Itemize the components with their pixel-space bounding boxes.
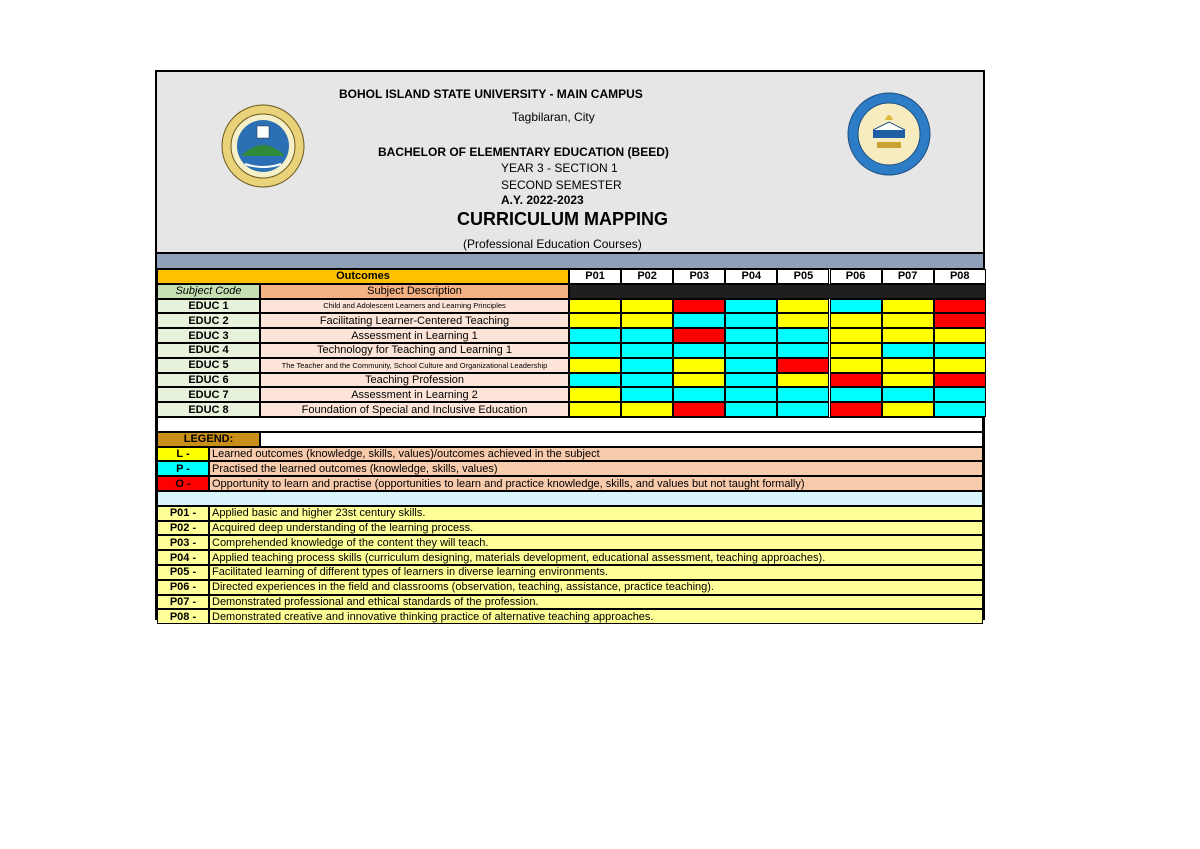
subject-code-cell: EDUC 1 — [157, 299, 260, 314]
legend-title: LEGEND: — [157, 432, 260, 447]
mapping-cell-p — [725, 343, 777, 358]
mapping-cell-l — [882, 358, 934, 373]
mapping-cell-p — [830, 387, 882, 402]
mapping-cell-o — [673, 299, 725, 314]
mapping-cell-l — [934, 358, 986, 373]
outcomes-header: Outcomes — [157, 269, 569, 284]
outcome-col-header: P03 — [673, 269, 725, 284]
subject-code-cell: EDUC 6 — [157, 373, 260, 388]
blank-row — [157, 417, 983, 432]
mapping-cell-p — [673, 313, 725, 328]
subject-desc-cell: Assessment in Learning 1 — [260, 328, 569, 343]
legend-text: Opportunity to learn and practise (opportunities to learn and practice knowledge, skills, and values but not taught formally) — [209, 476, 983, 491]
legend-text: Practised the learned outcomes (knowledge, skills, values) — [209, 461, 983, 476]
curriculum-sheet — [155, 70, 985, 623]
outcome-description: Applied basic and higher 23st century skills. — [209, 506, 983, 521]
mapping-cell-p — [725, 313, 777, 328]
legend-key: P - — [157, 461, 209, 476]
subject-desc-cell: Assessment in Learning 2 — [260, 387, 569, 402]
mapping-cell-l — [830, 358, 882, 373]
outcome-col-header: P04 — [725, 269, 777, 284]
mapping-cell-o — [777, 358, 829, 373]
mapping-cell-l — [777, 299, 829, 314]
mapping-cell-l — [621, 299, 673, 314]
mapping-cell-p — [621, 387, 673, 402]
mapping-cell-l — [569, 299, 621, 314]
subject-desc-cell: Facilitating Learner-Centered Teaching — [260, 313, 569, 328]
sheet-header — [157, 72, 983, 254]
program-name: BACHELOR OF ELEMENTARY EDUCATION (BEED) — [378, 145, 669, 159]
subject-code-cell: EDUC 7 — [157, 387, 260, 402]
mapping-cell-l — [569, 313, 621, 328]
mapping-cell-l — [830, 343, 882, 358]
mapping-cell-p — [569, 343, 621, 358]
subject-code-cell: EDUC 8 — [157, 402, 260, 417]
cte-seal-logo — [847, 92, 931, 176]
mapping-cell-p — [725, 299, 777, 314]
mapping-cell-l — [882, 402, 934, 417]
legend-spacer — [157, 491, 983, 506]
year-section: YEAR 3 - SECTION 1 — [501, 161, 618, 175]
outcome-code: P07 - — [157, 595, 209, 610]
outcome-code: P06 - — [157, 580, 209, 595]
mapping-cell-p — [621, 373, 673, 388]
academic-year: A.Y. 2022-2023 — [501, 193, 584, 207]
subject-desc-cell: Teaching Profession — [260, 373, 569, 388]
mapping-cell-p — [673, 387, 725, 402]
university-name: BOHOL ISLAND STATE UNIVERSITY - MAIN CAMPUS — [339, 87, 643, 101]
mapping-cell-o — [673, 402, 725, 417]
outcome-description: Acquired deep understanding of the learning process. — [209, 521, 983, 536]
outcome-description: Facilitated learning of different types of learners in diverse learning environments. — [209, 565, 983, 580]
outcome-col-header: P01 — [569, 269, 621, 284]
mapping-cell-p — [725, 373, 777, 388]
legend-key: O - — [157, 476, 209, 491]
outcome-description: Demonstrated creative and innovative thinking practice of alternative teaching approaches. — [209, 609, 983, 624]
outcome-code: P03 - — [157, 535, 209, 550]
mapping-cell-o — [830, 373, 882, 388]
mapping-cell-p — [882, 387, 934, 402]
mapping-cell-l — [621, 402, 673, 417]
mapping-cell-l — [569, 402, 621, 417]
mapping-cell-l — [777, 313, 829, 328]
mapping-cell-p — [569, 373, 621, 388]
city-name: Tagbilaran, City — [512, 110, 595, 124]
semester: SECOND SEMESTER — [501, 178, 622, 192]
subject-code-cell: EDUC 5 — [157, 358, 260, 373]
legend-text: Learned outcomes (knowledge, skills, values)/outcomes achieved in the subject — [209, 447, 983, 462]
mapping-cell-l — [830, 313, 882, 328]
mapping-cell-p — [725, 358, 777, 373]
outcome-description: Comprehended knowledge of the content they will teach. — [209, 535, 983, 550]
mapping-cell-p — [673, 343, 725, 358]
mapping-cell-l — [621, 313, 673, 328]
outcome-col-header: P08 — [934, 269, 986, 284]
mapping-cell-p — [621, 343, 673, 358]
mapping-cell-l — [882, 373, 934, 388]
outcome-col-header: P07 — [882, 269, 934, 284]
mapping-cell-p — [725, 387, 777, 402]
mapping-cell-p — [725, 328, 777, 343]
subject-desc-cell: Foundation of Special and Inclusive Education — [260, 402, 569, 417]
mapping-cell-l — [673, 373, 725, 388]
subject-code-header: Subject Code — [157, 284, 260, 299]
mapping-cell-p — [569, 328, 621, 343]
mapping-cell-p — [777, 402, 829, 417]
mapping-cell-o — [673, 328, 725, 343]
mapping-cell-p — [621, 328, 673, 343]
outcome-header-dark-band — [569, 284, 986, 299]
mapping-cell-p — [934, 343, 986, 358]
mapping-cell-l — [673, 358, 725, 373]
outcome-description: Directed experiences in the field and classrooms (observation, teaching, assistance, practice teaching). — [209, 580, 983, 595]
mapping-cell-l — [882, 299, 934, 314]
outcome-col-header: P05 — [777, 269, 829, 284]
subject-code-cell: EDUC 3 — [157, 328, 260, 343]
bisu-seal-logo — [221, 104, 305, 188]
subject-code-cell: EDUC 2 — [157, 313, 260, 328]
mapping-cell-o — [934, 373, 986, 388]
mapping-cell-l — [569, 387, 621, 402]
mapping-cell-o — [830, 402, 882, 417]
legend-title-spacer — [260, 432, 983, 447]
subject-desc-cell: Technology for Teaching and Learning 1 — [260, 343, 569, 358]
outcome-description: Demonstrated professional and ethical standards of the profession. — [209, 595, 983, 610]
subject-desc-cell: Child and Adolescent Learners and Learning Principles — [260, 299, 569, 314]
mapping-cell-l — [777, 373, 829, 388]
page-title: CURRICULUM MAPPING — [457, 209, 668, 229]
outcome-code: P08 - — [157, 609, 209, 624]
outcome-code: P05 - — [157, 565, 209, 580]
mapping-cell-o — [934, 313, 986, 328]
mapping-cell-l — [882, 313, 934, 328]
mapping-cell-l — [934, 328, 986, 343]
subject-code-cell: EDUC 4 — [157, 343, 260, 358]
outcome-code: P01 - — [157, 506, 209, 521]
mapping-cell-l — [569, 358, 621, 373]
mapping-cell-p — [777, 328, 829, 343]
subject-desc-header: Subject Description — [260, 284, 569, 299]
subject-desc-cell: The Teacher and the Community, School Culture and Organizational Leadership — [260, 358, 569, 373]
mapping-cell-o — [934, 299, 986, 314]
mapping-cell-p — [934, 402, 986, 417]
outcome-code: P02 - — [157, 521, 209, 536]
mapping-cell-p — [621, 358, 673, 373]
mapping-cell-p — [882, 343, 934, 358]
mapping-cell-p — [725, 402, 777, 417]
mapping-cell-l — [830, 328, 882, 343]
mapping-cell-p — [777, 343, 829, 358]
outcome-col-header: P02 — [621, 269, 673, 284]
mapping-cell-l — [882, 328, 934, 343]
page-subtitle: (Professional Education Courses) — [463, 237, 642, 251]
mapping-cell-p — [830, 299, 882, 314]
outcome-col-header: P06 — [830, 269, 882, 284]
mapping-cell-p — [777, 387, 829, 402]
header-divider-band — [157, 254, 983, 269]
outcome-description: Applied teaching process skills (curriculum designing, materials development, educational assessment, teaching approaches). — [209, 550, 983, 565]
outcome-code: P04 - — [157, 550, 209, 565]
mapping-cell-p — [934, 387, 986, 402]
legend-key: L - — [157, 447, 209, 462]
